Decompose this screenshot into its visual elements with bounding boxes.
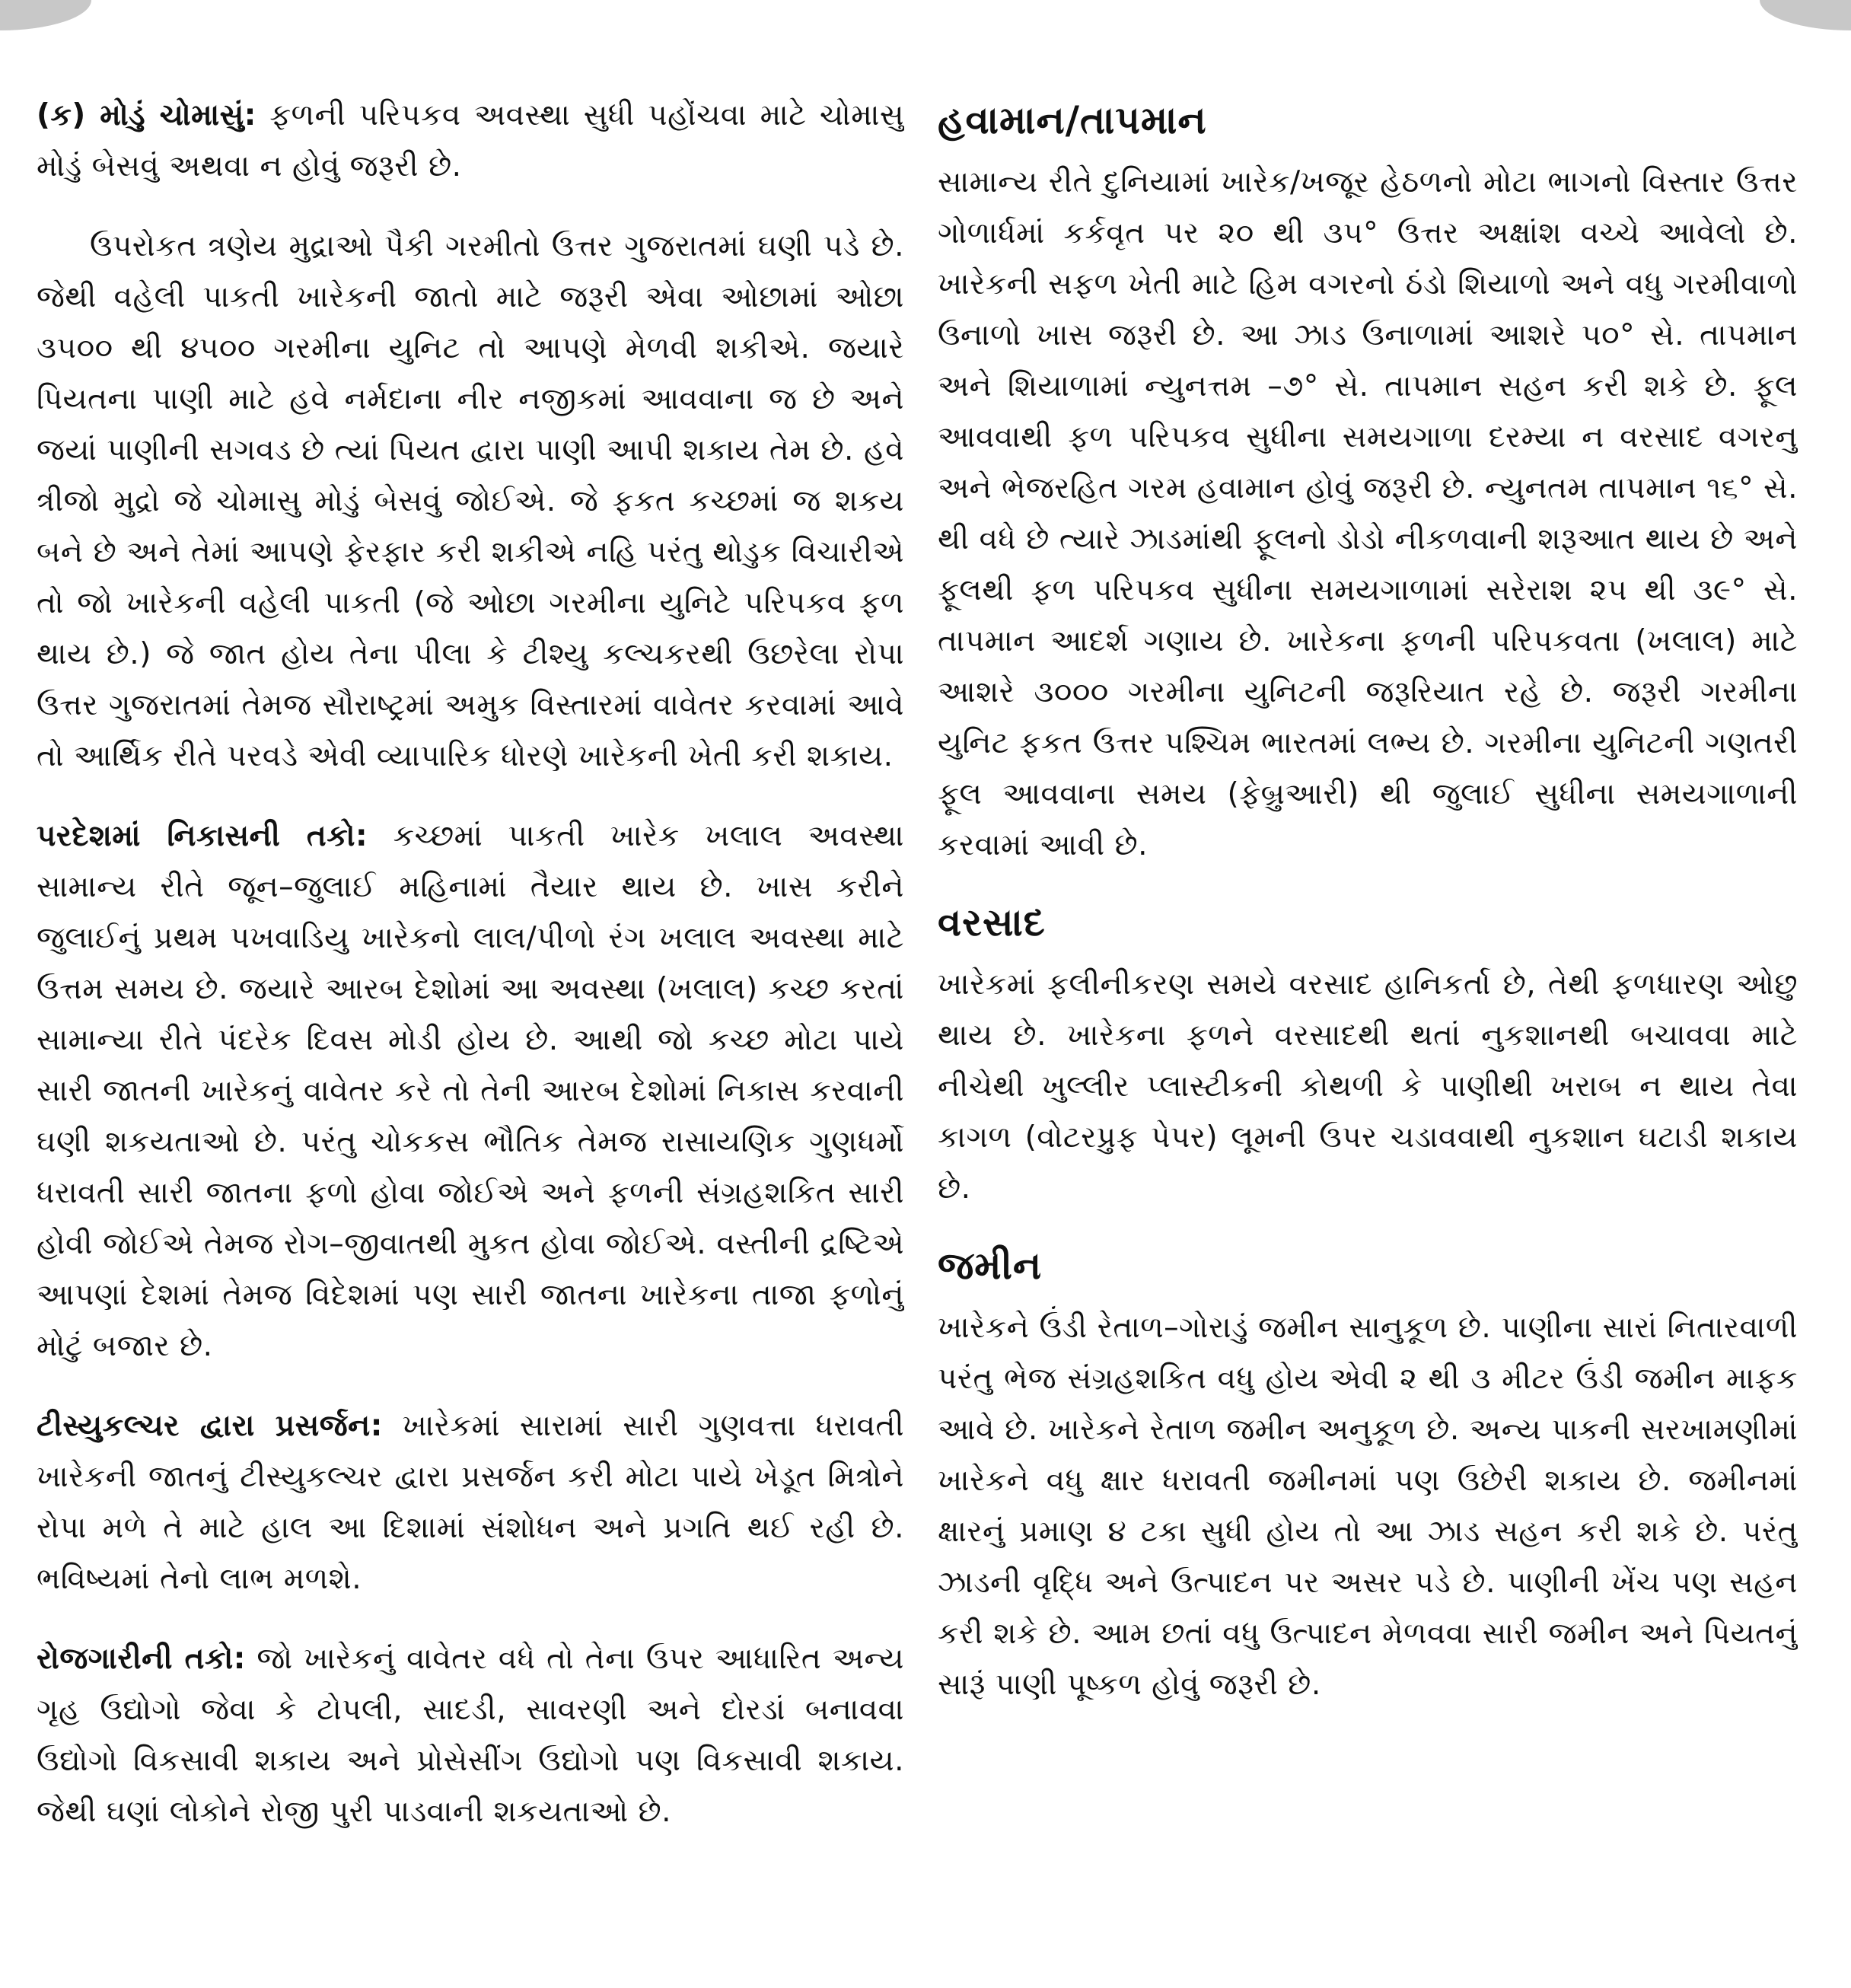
right-column [938, 90, 1798, 1942]
employment-heading: રોજગારીની તકો: [37, 1642, 246, 1676]
climate-paragraph: સામાન્ય રીતે દુનિયામાં ખારેક/ખજૂર હેઠળનો મોટા ભાગનો વિસ્તાર ઉત્તર ગોળાર્ધમાં કર્કવૃત પર ૨૦ થી ૩૫° ઉત્તર અક્ષાંશ વચ્ચે આવેલો છે. ખારેકની સફળ ખેતી માટે હિમ વગરનો ઠંડો શિયાળો અને વધુ ગરમીવાળો ઉનાળો ખાસ જરૂરી છે. આ ઝાડ ઉનાળામાં આશરે ૫૦° સે. તાપમાન અને શિયાળામાં ન્યુનત્તમ –૭° સે. તાપમાન સહન કરી શકે છે. ફૂલ આવવાથી ફળ પરિપકવ સુધીના સમયગાળા દરમ્યા ન વરસાદ વગરનુ અને ભેજરહિત ગરમ હવામાન હોવું જરૂરી છે. ન્યુનતમ તાપમાન ૧૬° સે. થી વધે છે ત્યારે ઝાડમાંથી ફૂલનો ડોડો નીકળવાની શરૂઆત થાય છે અને ફૂલથી ફળ પરિપકવ સુધીના સમયગાળામાં સરેરાશ ૨૫ થી ૩૯° સે. તાપમાન આદર્શ ગણાય છે. ખારેકના ફળની પરિપકવતા (ખલાલ) માટે આશરે ૩૦૦૦ ગરમીના યુનિટની જરૂરિયાત રહે છે. જરૂરી ગરમીના યુનિટ ફકત ઉત્તર પશ્ચિમ ભારતમાં લભ્ય છે. ગરમીના યુનિટની ગણતરી ફૂલ આવવાના સમય (ફેબ્રુઆરી) થી જુલાઈ સુધીના સમયગાળાની કરવામાં આવી છે. [938, 165, 1798, 862]
export-paragraph [37, 811, 904, 1372]
soil-heading: જમીન [938, 1244, 1043, 1288]
scan-shadow-top-right [1760, 0, 1851, 30]
late-monsoon-heading: (ક) મોડું ચોમાસું: [37, 98, 256, 132]
rain-heading: વરસાદ [938, 900, 1046, 945]
export-text: કચ્છમાં પાકતી ખારેક ખલાલ અવસ્થા સામાન્ય રીતે જૂન–જુલાઈ મહિનામાં તૈયાર થાય છે. ખાસ કરીને જુલાઈનું પ્રથમ પખવાડિયુ ખારેકનો લાલ/પીળો રંગ ખલાલ અવસ્થા માટે ઉત્તમ સમય છે. જયારે આરબ દેશોમાં આ અવસ્થા (ખલાલ) કચ્છ કરતાં સામાન્યા રીતે પંદરેક દિવસ મોડી હોય છે. આથી જો કચ્છ મોટા પાયે સારી જાતની ખારેકનું વાવેતર કરે તો તેની આરબ દેશોમાં નિકાસ કરવાની ઘણી શકયતાઓ છે. પરંતુ ચોકકસ ભૌતિક તેમજ રાસાયણિક ગુણધર્મો ધરાવતી સારી જાતના ફળો હોવા જોઈએ અને ફળની સંગ્રહશકિત સારી હોવી જોઈએ તેમજ રોગ–જીવાતથી મુકત હોવા જોઈએ. વસ્તીની દ્રષ્ટિએ આપણાં દેશમાં તેમજ વિદેશમાં પણ સારી જાતના ખારેકના તાજા ફળોનું મોટું બજાર છે. [37, 819, 904, 1363]
tissue-culture-heading: ટીસ્યુકલ્ચર દ્વારા પ્રસર્જન: [37, 1409, 383, 1443]
employment-text: જો ખારેકનું વાવેતર વધે તો તેના ઉપર આધારિત અન્ય ગૃહ ઉદ્યોગો જેવા કે ટોપલી, સાદડી, સાવરણી અને દોરડાં બનાવવા ઉદ્યોગો વિકસાવી શકાય અને પ્રોસેસીંગ ઉદ્યોગો પણ વિકસાવી શકાય. જેથી ઘણાં લોકોને રોજી પુરી પાડવાની શકયતાઓ છે. [37, 1642, 904, 1829]
export-heading: પરદેશમાં નિકાસની તકો: [37, 819, 368, 853]
employment-paragraph [37, 1633, 904, 1837]
late-monsoon-paragraph [37, 90, 904, 192]
climate-heading: હવામાન/તાપમાન [938, 98, 1207, 142]
rain-paragraph: ખારેકમાં ફલીનીકરણ સમયે વરસાદ હાનિકર્તા છે, તેથી ફળધારણ ઓછુ થાય છે. ખારેકના ફળને વરસાદથી થતાં નુકશાનથી બચાવવા માટે નીચેથી ખુલ્લીર પ્લાસ્ટીકની કોથળી કે પાણીથી ખરાબ ન થાય તેવા કાગળ (વોટરપ્રુફ પેપર) લૂમની ઉપર ચડાવવાથી નુકશાન ઘટાડી શકાય છે. [938, 967, 1798, 1206]
scan-shadow-top-left [0, 0, 91, 30]
tissue-culture-paragraph [37, 1400, 904, 1604]
left-column [37, 90, 904, 1942]
soil-paragraph: ખારેકને ઉંડી રેતાળ–ગોરાડું જમીન સાનુકૂળ છે. પાણીના સારાં નિતારવાળી પરંતુ ભેજ સંગ્રહશકિત વધુ હોય એવી ૨ થી ૩ મીટર ઉંડી જમીન માફક આવે છે. ખારેકને રેતાળ જમીન અનુકૂળ છે. અન્ય પાકની સરખામણીમાં ખારેકને વધુ ક્ષાર ધરાવતી જમીનમાં પણ ઉછેરી શકાય છે. જમીનમાં ક્ષારનું પ્રમાણ ૪ ટકા સુધી હોય તો આ ઝાડ સહન કરી શકે છે. પરંતુ ઝાડની વૃદ્ધિ અને ઉત્પાદન પર અસર પડે છે. પાણીની ખેંચ પણ સહન કરી શકે છે. આમ છતાં વધુ ઉત્પાદન મેળવવા સારી જમીન અને પિયતનું સારૂં પાણી પૂષ્કળ હોવું જરૂરી છે. [938, 1311, 1798, 1702]
tissue-culture-text: ખારેકમાં સારામાં સારી ગુણવત્તા ધરાવતી ખારેકની જાતનું ટીસ્યુકલ્ચર દ્વારા પ્રસર્જન કરી મોટા પાયે ખેડૂત મિત્રોને રોપા મળે તે માટે હાલ આ દિશામાં સંશોધન અને પ્રગતિ થઈ રહી છે. ભવિષ્યમાં તેનો લાભ મળશે. [37, 1409, 904, 1596]
late-monsoon-text: ફળની પરિપકવ અવસ્થા સુધી પહોંચવા માટે ચોમાસુ મોડું બેસવું અથવા ન હોવું જરૂરી છે. [37, 98, 904, 183]
heat-units-paragraph: ઉપરોકત ત્રણેય મુદ્રાઓ પૈકી ગરમીતો ઉત્તર ગુજરાતમાં ઘણી પડે છે. જેથી વહેલી પાકતી ખારેકની જાતો માટે જરૂરી એવા ઓછામાં ઓછા ૩૫૦૦ થી ૪૫૦૦ ગરમીના યુનિટ તો આપણે મેળવી શકીએ. જયારે પિયતના પાણી માટે હવે નર્મદાના નીર નજીકમાં આવવાના જ છે અને જયાં પાણીની સગવડ છે ત્યાં પિયત દ્વારા પાણી આપી શકાય તેમ છે. હવે ત્રીજો મુદ્રો જે ચોમાસુ મોડું બેસવું જોઈએ. જે ફકત કચ્છમાં જ શકય બને છે અને તેમાં આપણે ફેરફાર કરી શકીએ નહિ પરંતુ થોડુક વિચારીએ તો જો ખારેકની વહેલી પાકતી (જે ઓછા ગરમીના યુનિટે પરિપકવ ફળ થાય છે.) જે જાત હોય તેના પીલા કે ટીશ્યુ કલ્ચકરથી ઉછરેલા રોપા ઉત્તર ગુજરાતમાં તેમજ સૌરાષ્ટ્રમાં અમુક વિસ્તારમાં વાવેતર કરવામાં આવે તો આર્થિક રીતે પરવડે એવી વ્યાપારિક ધોરણે ખારેકની ખેતી કરી શકાય. [37, 229, 904, 773]
